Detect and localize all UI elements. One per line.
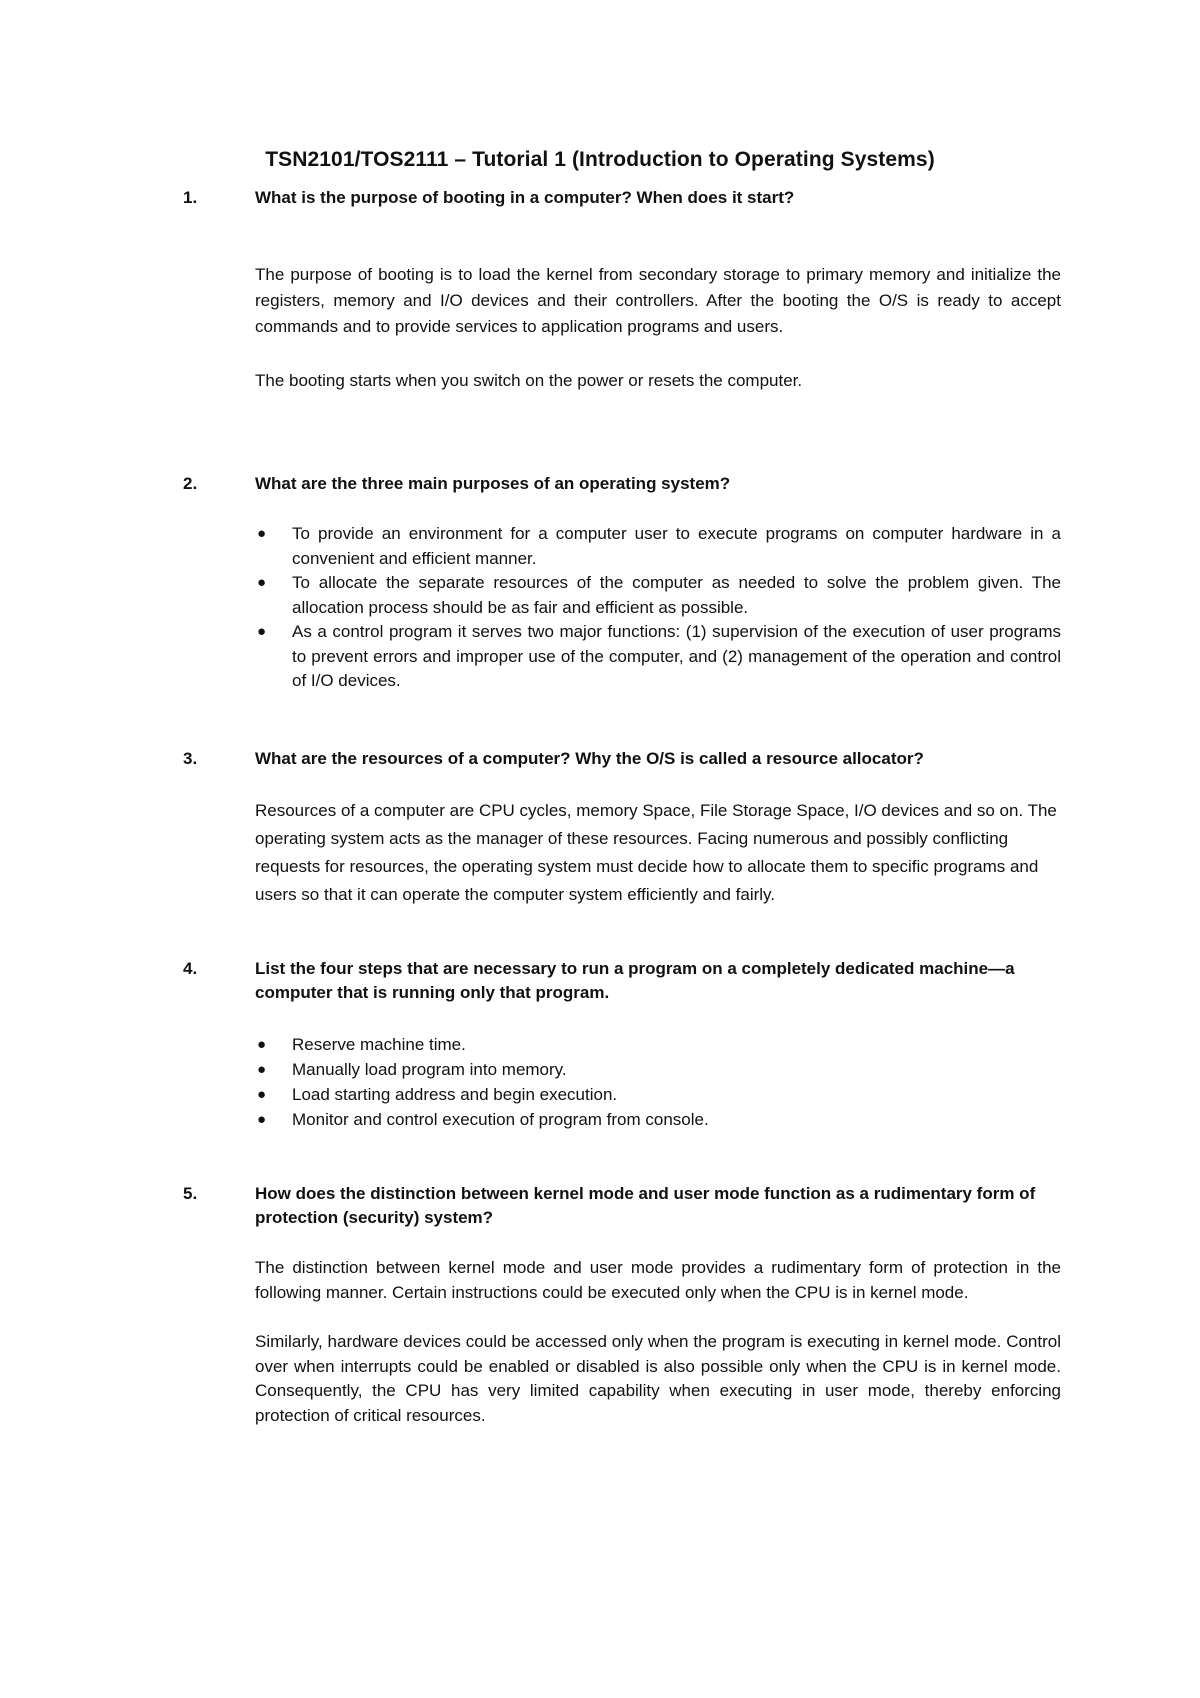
question-text: List the four steps that are necessary to run a program on a completely dedicated machine—a computer that is running only that program. xyxy=(255,959,1015,1002)
list-item xyxy=(255,1082,1061,1107)
list-item-text: Monitor and control execution of program from console. xyxy=(292,1110,709,1129)
bullet-icon: ● xyxy=(257,525,267,542)
question-number: 4. xyxy=(183,959,198,978)
list-item-text: To allocate the separate resources of the computer as needed to solve the problem given. The allocation process should be as fair and efficient as possible. xyxy=(292,573,1061,617)
answer-paragraph: Similarly, hardware devices could be accessed only when the program is executing in kernel mode. Control over when interrupts could be enabled or disabled is also possible only when the CPU is in kernel mode. Consequently, the CPU has very limited capability when executing in user mode, thereby enforcing protection of critical resources. xyxy=(255,1332,1061,1425)
answer-paragraph: Resources of a computer are CPU cycles, memory Space, File Storage Space, I/O devices and so on. The operating system acts as the manager of these resources. Facing numerous and possibly conflicting requests for resources, the operating system must decide how to allocate them to specific programs and users so that it can operate the computer system efficiently and fairly. xyxy=(255,801,1057,904)
bullet-icon: ● xyxy=(257,1111,267,1128)
bullet-icon: ● xyxy=(257,574,267,591)
list-item xyxy=(255,571,1061,620)
answer-paragraph: The purpose of booting is to load the kernel from secondary storage to primary memory and initialize the registers, memory and I/O devices and their controllers. After the booting the O/S is ready to accept commands and to provide services to application programs and users. xyxy=(255,265,1061,336)
question-number: 3. xyxy=(183,749,198,768)
question-number: 1. xyxy=(183,188,198,207)
list-item xyxy=(255,1032,1061,1057)
bullet-icon: ● xyxy=(257,1036,267,1053)
list-item-text: Reserve machine time. xyxy=(292,1035,466,1054)
question-number: 5. xyxy=(183,1184,198,1203)
list-item xyxy=(255,1107,1061,1132)
answer-paragraph: The distinction between kernel mode and user mode provides a rudimentary form of protection in the following manner. Certain instructions could be executed only when the CPU is in kernel mode. xyxy=(255,1258,1061,1302)
answer-paragraph: The booting starts when you switch on the power or resets the computer. xyxy=(255,371,803,390)
document-title: TSN2101/TOS2111 – Tutorial 1 (Introduction to Operating Systems) xyxy=(265,148,935,171)
list-item xyxy=(255,1057,1061,1082)
list-item-text: Load starting address and begin execution. xyxy=(292,1085,618,1104)
list-item-text: Manually load program into memory. xyxy=(292,1060,567,1079)
question-number: 2. xyxy=(183,474,198,493)
bullet-icon: ● xyxy=(257,1061,267,1078)
question-text: How does the distinction between kernel mode and user mode function as a rudimentary form of protection (security) system? xyxy=(255,1184,1036,1227)
answer-bullet-list xyxy=(255,522,1061,694)
answer-bullet-list xyxy=(255,1032,1061,1132)
bullet-icon: ● xyxy=(257,623,267,640)
bullet-icon: ● xyxy=(257,1086,267,1103)
list-item xyxy=(255,620,1061,694)
question-text: What are the three main purposes of an operating system? xyxy=(255,474,731,493)
list-item-text: To provide an environment for a computer user to execute programs on computer hardware in a convenient and efficient manner. xyxy=(292,524,1061,568)
list-item-text: As a control program it serves two major functions: (1) supervision of the execution of user programs to prevent errors and improper use of the computer, and (2) management of the operation and control of I/O devices. xyxy=(292,622,1061,690)
question-text: What is the purpose of booting in a computer? When does it start? xyxy=(255,188,795,207)
question-text: What are the resources of a computer? Why the O/S is called a resource allocator? xyxy=(255,749,924,768)
list-item xyxy=(255,522,1061,571)
